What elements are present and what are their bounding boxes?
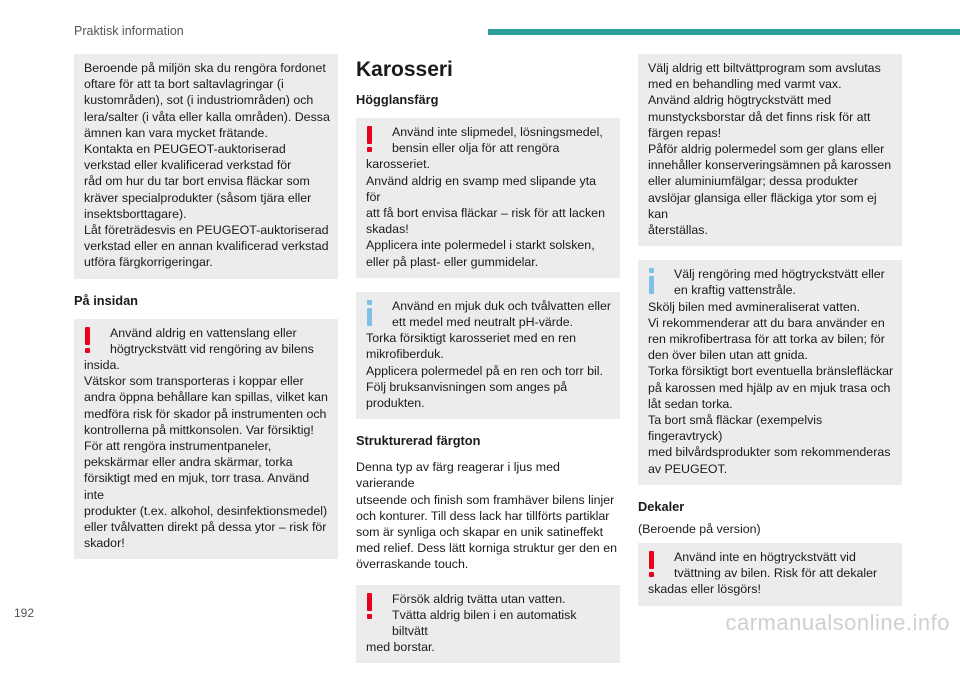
text-line: Denna typ av färg reagerar i ljus med varierande xyxy=(356,460,560,491)
info-icon xyxy=(648,268,656,294)
column-left xyxy=(74,54,338,573)
text-line: högtryckstvätt vid rengöring av bilens xyxy=(110,341,314,356)
text-line: Välj aldrig ett biltvättprogram som avslutas xyxy=(648,61,881,75)
text-line: oftare för att ta bort saltavlagringar (i xyxy=(84,77,284,92)
text-line: Torka försiktigt karosseriet med en ren xyxy=(366,331,577,346)
page-number: 192 xyxy=(14,606,35,620)
info-box-high-pressure xyxy=(638,260,902,485)
heading-inside: På insidan xyxy=(74,292,139,308)
text-line: Använd inte en högtryckstvätt vid xyxy=(674,550,856,565)
text-line: ren mikrofibertrasa för att torka av bilen; för xyxy=(648,332,885,347)
text-line: insida. xyxy=(84,358,120,373)
column-middle xyxy=(356,54,620,677)
text-line: Skölj bilen med avmineraliserat vatten. xyxy=(648,299,861,314)
watermark: carmanualsonline.info xyxy=(725,610,950,635)
text-line: försiktigt med en mjuk, torr trasa. Använd inte xyxy=(84,471,310,502)
text-line: insektsborttagare). xyxy=(84,206,187,221)
warning-box-textured xyxy=(356,585,620,664)
note-box-environment xyxy=(74,54,338,279)
text-line: eller tvålvatten direkt på dessa ytor – risk för xyxy=(84,520,327,535)
text-line: karosseriet. xyxy=(366,157,431,172)
text-line: munstycksborstar då det finns risk för att xyxy=(648,109,871,124)
heading-high-gloss: Högglansfärg xyxy=(356,92,439,107)
warning-box-decals xyxy=(638,543,902,606)
warning-icon xyxy=(648,551,656,577)
text-line: skadas eller lösgörs! xyxy=(648,582,761,597)
text-line: som är synliga och skapar en unik satineffekt xyxy=(356,525,604,540)
text-line: eller på plast- eller gummidelar. xyxy=(366,254,539,269)
heading-decals: Dekaler xyxy=(638,498,685,514)
text-line: skador! xyxy=(84,536,125,551)
section-title-karosseri: Karosseri xyxy=(356,58,453,81)
text-line: Använd en mjuk duk och tvålvatten eller xyxy=(392,298,612,313)
text-line: Applicera inte polermedel i starkt solsken, xyxy=(366,238,595,253)
text-line: utseende och finish som framhäver bilens linjer xyxy=(356,492,615,507)
text-line: Försök aldrig tvätta utan vatten. xyxy=(392,591,566,606)
text-line: Torka försiktigt bort eventuella bränslefläckar xyxy=(648,364,894,379)
text-line: avslöjar glansiga eller fläckiga ytor som ej kan xyxy=(648,190,877,221)
text-line: med borstar. xyxy=(366,640,435,655)
text-line: Använd aldrig högtryckstvätt med xyxy=(648,93,832,108)
text-line: Använd aldrig en vattenslang eller xyxy=(110,325,297,340)
text-line: ämnen kan vara mycket frätande. xyxy=(84,125,268,140)
text-line: Applicera polermedel på en ren och torr bil. xyxy=(366,363,603,378)
heading-textured-paint: Strukturerad färgton xyxy=(356,433,481,449)
text-line: För att rengöra instrumentpaneler, xyxy=(84,439,272,454)
text-line: kräver specialprodukter (såsom tjära eller xyxy=(84,190,312,205)
text-line: Tvätta aldrig bilen i en automatisk biltvätt xyxy=(392,607,577,639)
running-header: Praktisk information xyxy=(74,24,184,38)
text-line: verkstad eller en annan kvalificerad verkstad xyxy=(84,239,329,254)
text-line: bensin eller olja för att rengöra xyxy=(392,141,560,156)
warning-box-interior xyxy=(74,319,338,560)
text-line: Kontakta en PEUGEOT-auktoriserad xyxy=(84,142,286,157)
text-line: den över bilen utan att gnida. xyxy=(648,348,808,363)
text-line: Beroende på miljön ska du rengöra fordonet xyxy=(84,61,326,75)
text-line: Vi rekommenderar att du bara använder en xyxy=(648,315,885,330)
warning-icon xyxy=(366,593,374,619)
text-line: innehåller konserveringsämnen på karossen xyxy=(648,158,892,173)
text-line: Välj rengöring med högtryckstvätt eller xyxy=(674,267,885,282)
text-line: på karossen med hjälp av en mjuk trasa och xyxy=(648,380,891,395)
text-line: mikrofiberduk. xyxy=(366,347,444,362)
header-accent-bar xyxy=(488,29,960,35)
text-line: Använd inte slipmedel, lösningsmedel, xyxy=(392,125,603,139)
text-line: färgen repas! xyxy=(648,125,722,140)
text-line: verkstad eller kvalificerad verkstad för xyxy=(84,158,292,173)
info-box-gloss xyxy=(356,292,620,419)
text-line: pekskärmar eller andra skärmar, torka xyxy=(84,455,293,470)
text-line: att få bort envisa fläckar – risk för att lacken xyxy=(366,206,605,221)
text-line: av PEUGEOT. xyxy=(648,461,728,476)
text-line: medföra risk för skador på instrumenten och xyxy=(84,406,327,421)
text-line: produkten. xyxy=(366,396,425,411)
text-line: produkter (t.ex. alkohol, desinfektionsmedel) xyxy=(84,503,328,518)
text-line: Använd aldrig en svamp med slipande yta för xyxy=(366,173,597,204)
text-line: med relief. Dess lätt korniga struktur ger den en xyxy=(356,541,618,556)
text-line: med en behandling med varmt vax. xyxy=(648,77,842,92)
warning-icon xyxy=(366,126,374,152)
warning-box-gloss xyxy=(356,118,620,278)
text-line: överraskande touch. xyxy=(356,557,469,572)
note-box-car-wash xyxy=(638,54,902,246)
version-note: (Beroende på version) xyxy=(638,521,761,536)
text-line: kustområden), sot (i industriområden) och xyxy=(84,93,314,108)
info-icon xyxy=(366,300,374,326)
text-line: Ta bort små fläckar (exempelvis fingeravtryck) xyxy=(648,413,823,444)
text-line: utföra färgkorrigeringar. xyxy=(84,255,213,270)
text-line: andra öppna behållare kan spillas, vilket kan xyxy=(84,390,328,405)
text-line: återställas. xyxy=(648,223,708,238)
text-line: Låt företrädesvis en PEUGEOT-auktoriserad xyxy=(84,223,329,238)
text-line: och konturer. Till dess lack har tillförts partiklar xyxy=(356,508,610,523)
text-line: Följ bruksanvisningen som anges på xyxy=(366,379,568,394)
text-line: tvättning av bilen. Risk för att dekaler xyxy=(674,566,878,581)
text-line: kontrollerna på mittkonsolen. Var försiktig! xyxy=(84,422,314,437)
text-line: en kraftig vattenstråle. xyxy=(674,283,796,298)
warning-icon xyxy=(84,327,92,353)
text-line: eller aluminiumfälgar; dessa produkter xyxy=(648,174,859,189)
text-line: låt sedan torka. xyxy=(648,396,733,411)
text-line: Påför aldrig polermedel som ger glans eller xyxy=(648,142,885,157)
paragraph-textured-paint xyxy=(356,459,620,572)
text-line: ett medel med neutralt pH-värde. xyxy=(392,315,574,330)
column-right xyxy=(638,54,902,620)
text-line: Vätskor som transporteras i koppar eller xyxy=(84,374,304,389)
text-line: råd om hur du tar bort envisa fläckar som xyxy=(84,174,310,189)
text-line: skadas! xyxy=(366,222,409,237)
text-line: med bilvårdsprodukter som rekommenderas xyxy=(648,445,891,460)
text-line: lera/salter (i våta eller kalla områden). Dessa xyxy=(84,109,330,124)
